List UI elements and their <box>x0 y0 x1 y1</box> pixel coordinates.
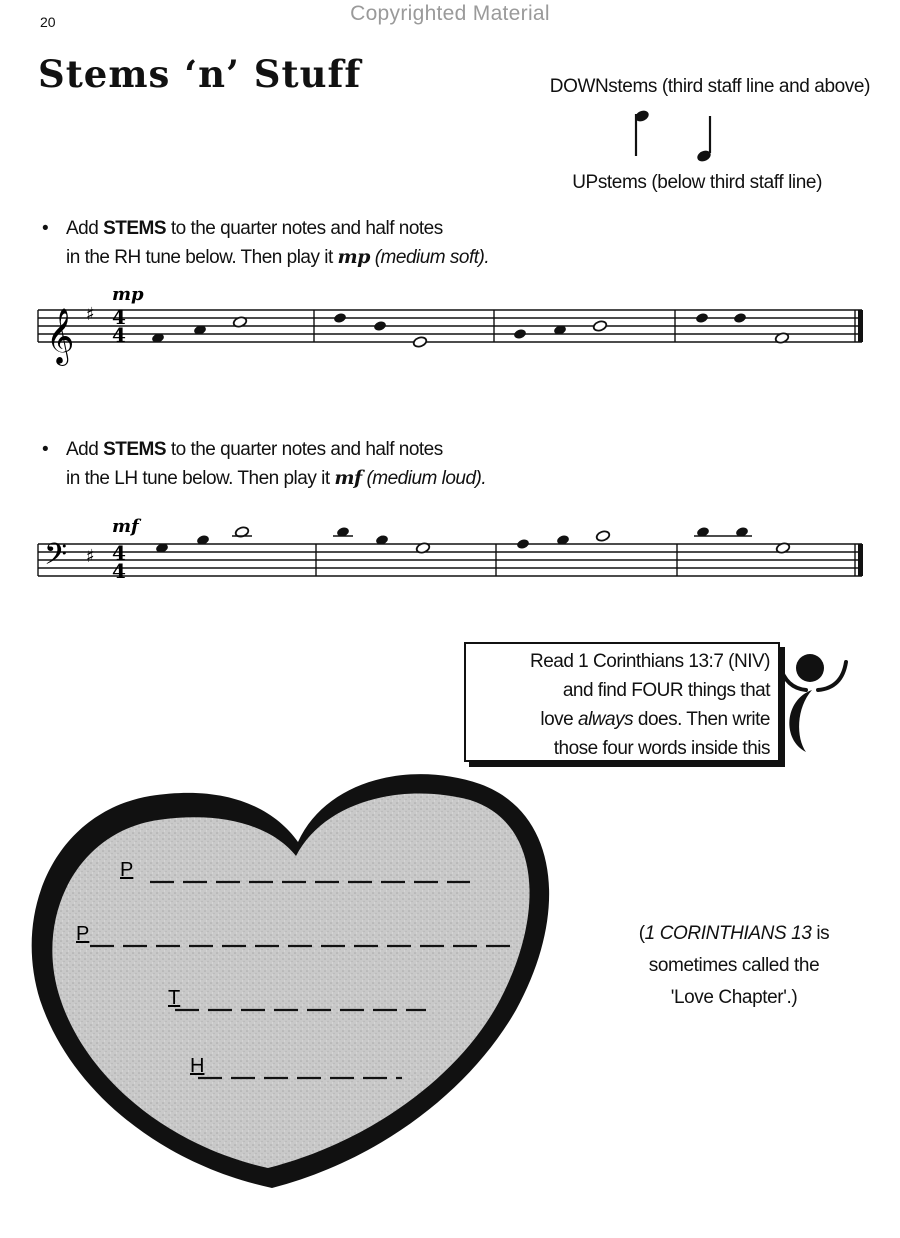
note <box>333 312 347 324</box>
bullet: • <box>42 439 49 460</box>
downstems-label: DOWNstems (third staff line and above) <box>549 76 870 97</box>
upstems-label: UPstems (below third staff line) <box>572 172 822 193</box>
page-number: 20 <box>40 14 56 30</box>
note <box>592 320 607 333</box>
bass-clef-icon: 𝄢 <box>44 538 68 579</box>
treble-clef-icon: 𝄞 <box>46 308 75 364</box>
heart-letter: P <box>76 923 90 945</box>
person-icon <box>770 648 856 758</box>
note <box>695 312 709 324</box>
upstem-note-icon <box>696 116 713 163</box>
page-title: Stems ‘n’ Stuff <box>38 52 362 96</box>
key-signature: ♯ <box>86 304 95 325</box>
lh-instruction: • Add STEMS to the quarter notes and half notes in the LH tune below. Then play it mf (medium loud). <box>48 435 486 493</box>
heart-letter: H <box>190 1055 205 1077</box>
note <box>412 336 427 349</box>
time-signature-top: 4 <box>112 541 126 565</box>
time-signature-top: 4 <box>112 305 126 329</box>
rh-staff <box>0 280 900 380</box>
key-signature: ♯ <box>86 546 95 567</box>
note <box>516 538 530 550</box>
note <box>595 530 610 543</box>
lh-notes <box>155 526 791 555</box>
bible-reading-callout: Read 1 Corinthians 13:7 (NIV) and find FOUR things that love always does. Then write those four words inside this <box>464 642 780 762</box>
heart-letter: P <box>120 859 134 881</box>
stem-examples <box>620 104 720 168</box>
rh-instruction: • Add STEMS to the quarter notes and half notes in the RH tune below. Then play it mp (medium soft). <box>48 214 489 272</box>
note <box>373 320 387 332</box>
watermark: Copyrighted Material <box>350 2 550 25</box>
heart-graphic <box>30 760 550 1200</box>
downstem-note-icon <box>634 109 651 156</box>
note <box>513 328 527 340</box>
note <box>733 312 747 324</box>
time-signature-bottom: 4 <box>112 559 126 583</box>
dynamic-mark: mp <box>112 284 144 305</box>
dynamic-mark: mf <box>112 516 139 537</box>
lh-staff <box>0 510 900 600</box>
time-signature-bottom: 4 <box>112 323 126 347</box>
love-chapter-caption: (1 CORINTHIANS 13 is sometimes called the 'Love Chapter'.) <box>638 923 830 1008</box>
bullet: • <box>42 218 49 239</box>
heart-letter: T <box>168 987 181 1009</box>
